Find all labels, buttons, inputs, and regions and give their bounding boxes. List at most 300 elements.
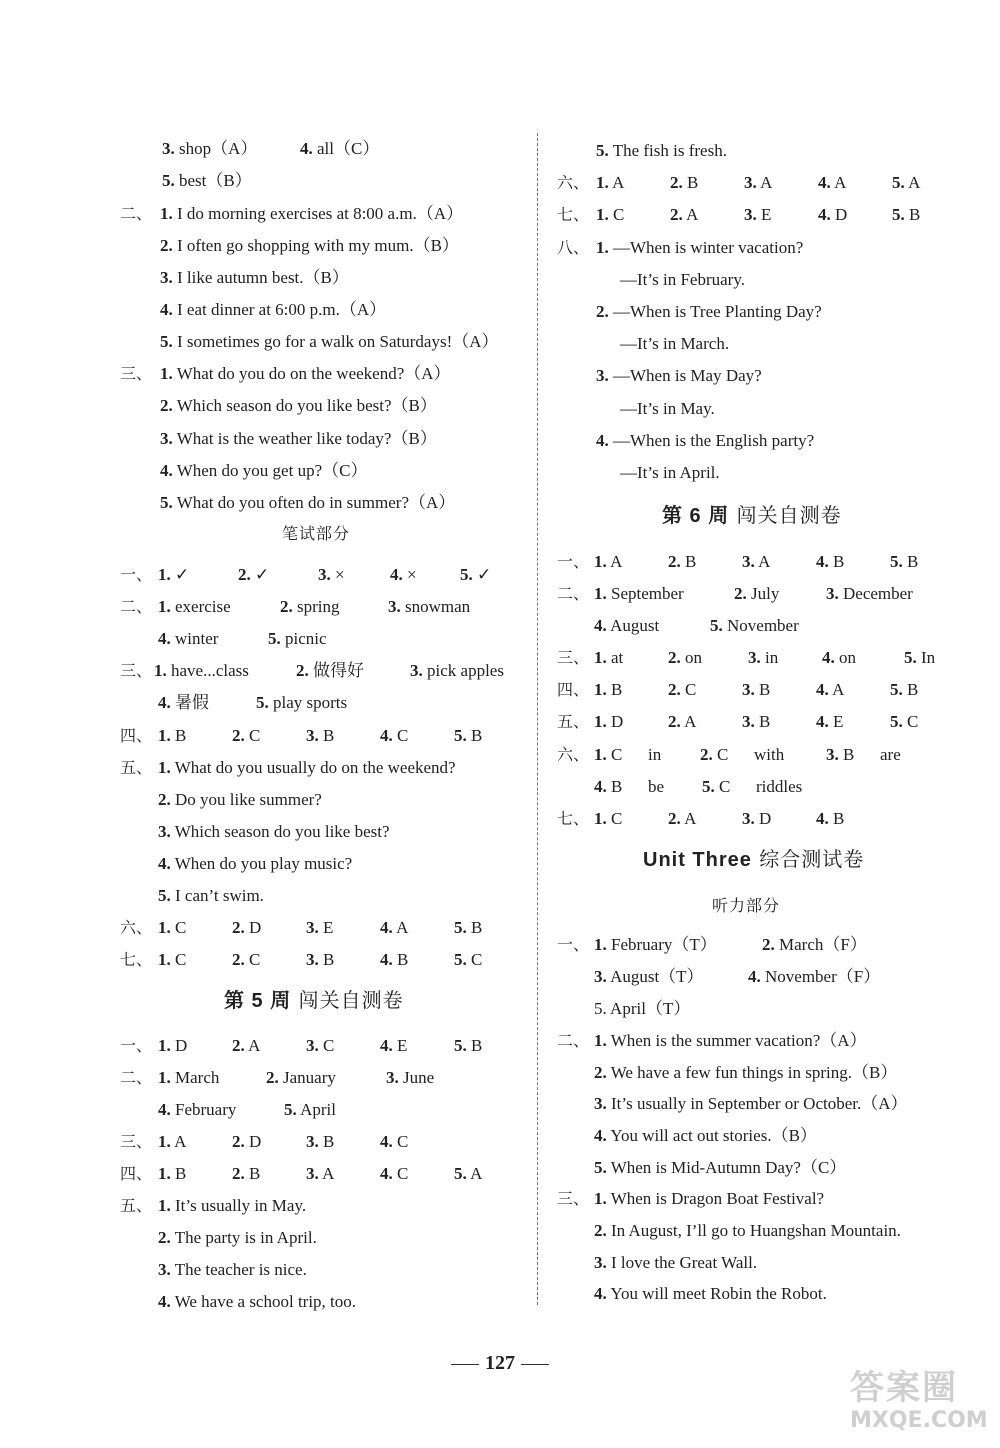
answer-item — [816, 808, 844, 830]
answer-text: I can’t swim. — [175, 886, 264, 905]
answer-text: A — [832, 680, 845, 699]
section-number: 五、 — [120, 1196, 153, 1215]
answer-text: A — [908, 173, 921, 192]
answer-text: B — [397, 950, 409, 969]
answer-text: August — [610, 616, 660, 635]
question-number: 1. — [160, 364, 173, 383]
answer-text: It’s usually in May. — [175, 1196, 307, 1215]
answer-item — [670, 172, 698, 194]
page-number-text: 127 — [485, 1352, 515, 1374]
question-number: 2. — [158, 790, 171, 809]
section-number: 七、 — [557, 205, 590, 224]
answer-text: on — [685, 648, 702, 667]
answer-item — [890, 679, 918, 701]
answer-item — [160, 299, 386, 321]
answer-item — [596, 204, 624, 226]
answer-item — [158, 1291, 356, 1313]
answer-text: B — [611, 680, 623, 699]
question-number: 2. — [232, 1164, 245, 1183]
answer-item — [460, 564, 491, 586]
question-number: 2. — [668, 712, 681, 731]
section-number: 四、 — [120, 1164, 153, 1183]
answer-text: A — [174, 1132, 187, 1151]
answer-item — [160, 492, 455, 514]
question-number: 1. — [594, 584, 607, 603]
answer-item — [594, 808, 622, 830]
section-number: 五、 — [557, 712, 590, 731]
question-number: 5. — [892, 205, 905, 224]
answer-item — [648, 776, 664, 798]
answer-item — [158, 628, 218, 650]
answer-text: B — [907, 680, 919, 699]
answer-item — [620, 333, 729, 355]
question-number: 1. — [158, 565, 171, 584]
answer-text: picnic — [285, 629, 327, 648]
section-number: 六、 — [557, 173, 590, 192]
answer-text: When is the summer vacation?（A） — [610, 1031, 867, 1050]
section-number: 四、 — [120, 726, 153, 745]
answer-item — [816, 551, 844, 573]
answer-item — [594, 1188, 824, 1210]
answer-text: shop（A） — [179, 139, 258, 158]
question-number: 2. — [296, 661, 309, 680]
question-number: 5. — [284, 1100, 297, 1119]
answer-item — [162, 138, 257, 160]
answer-text: November — [727, 616, 799, 635]
answer-item — [892, 204, 920, 226]
answer-text: B — [843, 745, 855, 764]
answer-item — [410, 660, 504, 682]
answer-text: B — [175, 726, 187, 745]
question-number: 2. — [670, 205, 683, 224]
answer-item — [238, 564, 269, 586]
subsection-title — [282, 523, 350, 545]
answer-item — [380, 1035, 407, 1057]
answer-text: C — [323, 1036, 335, 1055]
answer-item — [596, 172, 624, 194]
answer-item — [306, 1131, 334, 1153]
answer-text: be — [648, 777, 665, 796]
question-number: 3. — [388, 597, 401, 616]
answer-text: The teacher is nice. — [174, 1260, 307, 1279]
answer-text: B — [687, 173, 699, 192]
question-number: 1. — [596, 238, 609, 257]
answer-item — [594, 1220, 901, 1242]
answer-item — [742, 679, 770, 701]
section-number: 三、 — [120, 1132, 153, 1151]
answer-item — [670, 204, 698, 226]
question-number: 5. — [890, 712, 903, 731]
section-number: 一、 — [557, 552, 590, 571]
question-number: 5. — [904, 648, 917, 667]
question-number: 3. — [594, 1094, 607, 1113]
answer-text: B — [471, 1036, 483, 1055]
section-number: 二、 — [120, 1068, 153, 1087]
answer-text: snowman — [405, 597, 471, 616]
section-number: 二、 — [120, 597, 153, 616]
answer-item — [892, 172, 920, 194]
section-number: 八、 — [557, 238, 590, 257]
question-number: 3. — [160, 268, 173, 287]
answer-item — [380, 949, 408, 971]
question-number: 3. — [744, 173, 757, 192]
answer-item — [818, 172, 846, 194]
watermark-logo-text: 答案圈 — [850, 1368, 958, 1408]
answer-text: —When is winter vacation? — [613, 238, 804, 257]
answer-item — [160, 363, 451, 385]
answer-text: A — [760, 173, 773, 192]
answer-text: Which season do you like best?（B） — [176, 396, 437, 415]
question-number: 3. — [306, 1132, 319, 1151]
section-number: 一、 — [120, 565, 153, 584]
question-number: 3. — [158, 1260, 171, 1279]
question-number: 4. — [158, 693, 171, 712]
answer-text: B — [759, 680, 771, 699]
answer-item — [158, 885, 264, 907]
question-number: 2. — [232, 918, 245, 937]
answer-text: April — [300, 1100, 336, 1119]
answer-item — [648, 744, 661, 766]
question-number: 5. — [710, 616, 723, 635]
question-number: 2. — [596, 302, 609, 321]
answer-item — [158, 1067, 219, 1089]
question-number: 1. — [594, 745, 607, 764]
section-title-suffix: 闯关自测卷 — [736, 503, 842, 527]
question-number: 5. — [890, 680, 903, 699]
answer-item — [816, 679, 844, 701]
question-number: 5. — [454, 726, 467, 745]
question-number: 4. — [818, 173, 831, 192]
answer-item — [744, 204, 771, 226]
question-number: 2. — [762, 935, 775, 954]
section-title — [643, 846, 864, 873]
question-number: 3. — [748, 648, 761, 667]
question-number: 2. — [158, 1228, 171, 1247]
answer-item — [594, 744, 622, 766]
answer-item — [668, 679, 696, 701]
answer-text: C — [175, 950, 187, 969]
answer-item — [158, 564, 189, 586]
answer-text: I often go shopping with my mum.（B） — [177, 236, 459, 255]
section-title-suffix: 闯关自测卷 — [298, 988, 404, 1012]
answer-text: ✓ — [477, 565, 492, 584]
answer-item — [742, 551, 770, 573]
question-number: 4. — [390, 565, 403, 584]
answer-item — [748, 647, 778, 669]
section-title-main: 听力部分 — [712, 896, 781, 915]
question-number: 3. — [306, 1164, 319, 1183]
question-number: 2. — [668, 809, 681, 828]
answer-text: —When is May Day? — [613, 366, 762, 385]
answer-text: What do you usually do on the weekend? — [174, 758, 456, 777]
answer-text: —When is the English party? — [613, 431, 815, 450]
answer-text: spring — [297, 597, 340, 616]
answer-item — [300, 138, 379, 160]
answer-text: February — [175, 1100, 237, 1119]
answer-text: —When is Tree Planting Day? — [613, 302, 822, 321]
answer-item — [742, 711, 770, 733]
answer-text: I like autumn best.（B） — [177, 268, 349, 287]
answer-item — [380, 1131, 408, 1153]
answer-text: B — [759, 712, 771, 731]
answer-item — [756, 776, 802, 798]
answer-item — [158, 692, 209, 714]
question-number: 2. — [594, 1063, 607, 1082]
question-number: 3. — [742, 680, 755, 699]
answer-item — [306, 725, 334, 747]
question-number: 1. — [158, 1164, 171, 1183]
answer-item — [454, 725, 482, 747]
answer-text: —It’s in April. — [620, 463, 720, 482]
question-number: 4. — [158, 1292, 171, 1311]
answer-item — [594, 1093, 908, 1115]
question-number: 2. — [668, 680, 681, 699]
answer-text: I do morning exercises at 8:00 a.m.（A） — [177, 204, 464, 223]
answer-text: 暑假 — [175, 693, 209, 712]
question-number: 3. — [742, 712, 755, 731]
section-number: 三、 — [557, 1189, 590, 1208]
question-number: 3. — [386, 1068, 399, 1087]
answer-text: ✓ — [255, 565, 270, 584]
answer-text: A — [834, 173, 847, 192]
question-number: 1. — [594, 809, 607, 828]
question-number: 1. — [158, 1068, 171, 1087]
answer-text: B — [611, 777, 623, 796]
question-number: 4. — [596, 431, 609, 450]
question-number: 5. — [596, 141, 609, 160]
answer-item — [158, 725, 186, 747]
answer-text: November（F） — [765, 967, 881, 986]
question-number: 5. — [460, 565, 473, 584]
answer-text: D — [249, 918, 262, 937]
answer-item — [816, 711, 843, 733]
question-number: 4. — [158, 854, 171, 873]
answer-item — [158, 596, 231, 618]
answer-text: What is the weather like today?（B） — [176, 429, 437, 448]
answer-item — [232, 1131, 261, 1153]
answer-item — [594, 711, 623, 733]
answer-text: B — [909, 205, 921, 224]
answer-item — [620, 269, 745, 291]
question-number: 3. — [306, 726, 319, 745]
question-number: 2. — [700, 745, 713, 764]
answer-text: 做得好 — [313, 661, 364, 680]
answer-item — [594, 679, 622, 701]
answer-text: We have a few fun things in spring.（B） — [610, 1063, 898, 1082]
question-number: 1. — [596, 205, 609, 224]
question-number: 5. — [892, 173, 905, 192]
answer-item — [734, 583, 779, 605]
question-number: 3. — [594, 1253, 607, 1272]
section-title — [662, 502, 842, 529]
answer-text: —It’s in May. — [620, 399, 715, 418]
answer-item — [232, 1035, 260, 1057]
section-title-main: 第 6 周 — [662, 505, 730, 527]
question-number: 4. — [822, 648, 835, 667]
answer-item — [594, 966, 704, 988]
question-number: 4. — [380, 950, 393, 969]
answer-item — [594, 615, 659, 637]
question-number: 2. — [232, 726, 245, 745]
answer-text: When do you play music? — [174, 854, 353, 873]
question-number: 4. — [748, 967, 761, 986]
answer-item — [280, 596, 340, 618]
answer-text: C — [471, 950, 483, 969]
question-number: 2. — [594, 1221, 607, 1240]
answer-text: C — [249, 726, 261, 745]
question-number: 2. — [232, 950, 245, 969]
answer-item — [596, 365, 762, 387]
answer-item — [306, 1035, 334, 1057]
question-number: 5. — [158, 886, 171, 905]
section-number: 一、 — [120, 1036, 153, 1055]
answer-text: The party is in April. — [174, 1228, 317, 1247]
question-number: 3. — [306, 1036, 319, 1055]
answer-text: C — [397, 1164, 409, 1183]
answer-item — [596, 237, 803, 259]
question-number: 1. — [158, 726, 171, 745]
answer-text: C — [175, 918, 187, 937]
section-number: 七、 — [120, 950, 153, 969]
answer-text: C — [907, 712, 919, 731]
answer-text: B — [833, 552, 845, 571]
answer-text: A — [758, 552, 771, 571]
answer-text: In August, I’ll go to Huangshan Mountain. — [611, 1221, 901, 1240]
section-number: 三、 — [120, 661, 153, 680]
section-number: 六、 — [557, 745, 590, 764]
answer-item — [160, 331, 499, 353]
answer-item — [380, 917, 408, 939]
answer-item — [890, 711, 918, 733]
answer-item — [268, 628, 327, 650]
answer-item — [744, 172, 772, 194]
answer-text: E — [397, 1036, 408, 1055]
answer-text: × — [335, 565, 345, 584]
answer-text: C — [397, 1132, 409, 1151]
question-number: 4. — [160, 300, 173, 319]
answer-text: exercise — [175, 597, 231, 616]
answer-text: I eat dinner at 6:00 p.m.（A） — [177, 300, 387, 319]
answer-text: A — [684, 809, 697, 828]
question-number: 5. — [160, 493, 173, 512]
question-number: 4. — [816, 552, 829, 571]
answer-text: winter — [175, 629, 219, 648]
answer-text: B — [907, 552, 919, 571]
answer-text: C — [611, 809, 623, 828]
answer-text: C — [717, 745, 729, 764]
question-number: 5. — [454, 1164, 467, 1183]
answer-text: Which season do you like best? — [174, 822, 390, 841]
answer-text: A — [248, 1036, 261, 1055]
question-number: 4. — [816, 680, 829, 699]
question-number: 1. — [158, 597, 171, 616]
question-number: 4. — [380, 1132, 393, 1151]
question-number: 1. — [594, 680, 607, 699]
section-number: 六、 — [120, 918, 153, 937]
question-number: 2. — [670, 173, 683, 192]
question-number: 5. — [160, 332, 173, 351]
answer-text: C — [611, 745, 623, 764]
answer-text: A — [612, 173, 625, 192]
answer-item — [158, 1163, 186, 1185]
question-number: 4. — [380, 1164, 393, 1183]
answer-item — [306, 949, 334, 971]
section-number: 二、 — [557, 1031, 590, 1050]
answer-text: C — [249, 950, 261, 969]
question-number: 3. — [744, 205, 757, 224]
answer-item — [284, 1099, 336, 1121]
answer-item — [702, 776, 730, 798]
answer-item — [596, 140, 727, 162]
answer-item — [594, 998, 690, 1020]
question-number: 3. — [596, 366, 609, 385]
question-number: 2. — [280, 597, 293, 616]
question-number: 1. — [158, 950, 171, 969]
section-number: 三、 — [120, 364, 153, 383]
question-number: 3. — [742, 552, 755, 571]
answer-text: B — [175, 1164, 187, 1183]
answer-text: July — [751, 584, 780, 603]
answer-item — [668, 808, 696, 830]
question-number: 1. — [158, 1036, 171, 1055]
answer-item — [594, 1125, 817, 1147]
answer-text: December — [843, 584, 913, 603]
answer-text: B — [685, 552, 697, 571]
answer-item — [748, 966, 880, 988]
answer-text: When do you get up?（C） — [176, 461, 368, 480]
answer-item — [594, 1157, 846, 1179]
answer-item — [380, 725, 408, 747]
answer-item — [154, 660, 249, 682]
answer-item — [594, 934, 717, 956]
answer-item — [158, 1227, 317, 1249]
answer-text: D — [611, 712, 624, 731]
answer-text: Do you like summer? — [175, 790, 322, 809]
question-number: 3. — [594, 967, 607, 986]
watermark-logo-url: MXQE.COM — [850, 1408, 988, 1433]
answer-item — [668, 647, 702, 669]
answer-text: 5. April（T） — [594, 999, 691, 1018]
answer-text: × — [407, 565, 417, 584]
answer-item — [594, 1283, 827, 1305]
question-number: 4. — [380, 726, 393, 745]
answer-text: E — [323, 918, 334, 937]
answer-item — [754, 744, 784, 766]
question-number: 4. — [158, 629, 171, 648]
question-number: 4. — [816, 712, 829, 731]
question-number: 3. — [162, 139, 175, 158]
answer-text: B — [323, 950, 335, 969]
question-number: 4. — [380, 918, 393, 937]
answer-text: in — [648, 745, 662, 764]
question-number: 5. — [890, 552, 903, 571]
answer-item — [710, 615, 799, 637]
answer-item — [826, 583, 913, 605]
question-number: 1. — [594, 648, 607, 667]
answer-item — [160, 428, 437, 450]
answer-text: all（C） — [317, 139, 380, 158]
answer-item — [904, 647, 935, 669]
column-divider — [537, 133, 538, 1305]
answer-item — [256, 692, 347, 714]
question-number: 5. — [594, 1158, 607, 1177]
question-number: 5. — [256, 693, 269, 712]
answer-item — [232, 1163, 260, 1185]
answer-text: best（B） — [179, 171, 252, 190]
answer-item — [822, 647, 856, 669]
answer-item — [594, 551, 622, 573]
answer-item — [160, 267, 349, 289]
